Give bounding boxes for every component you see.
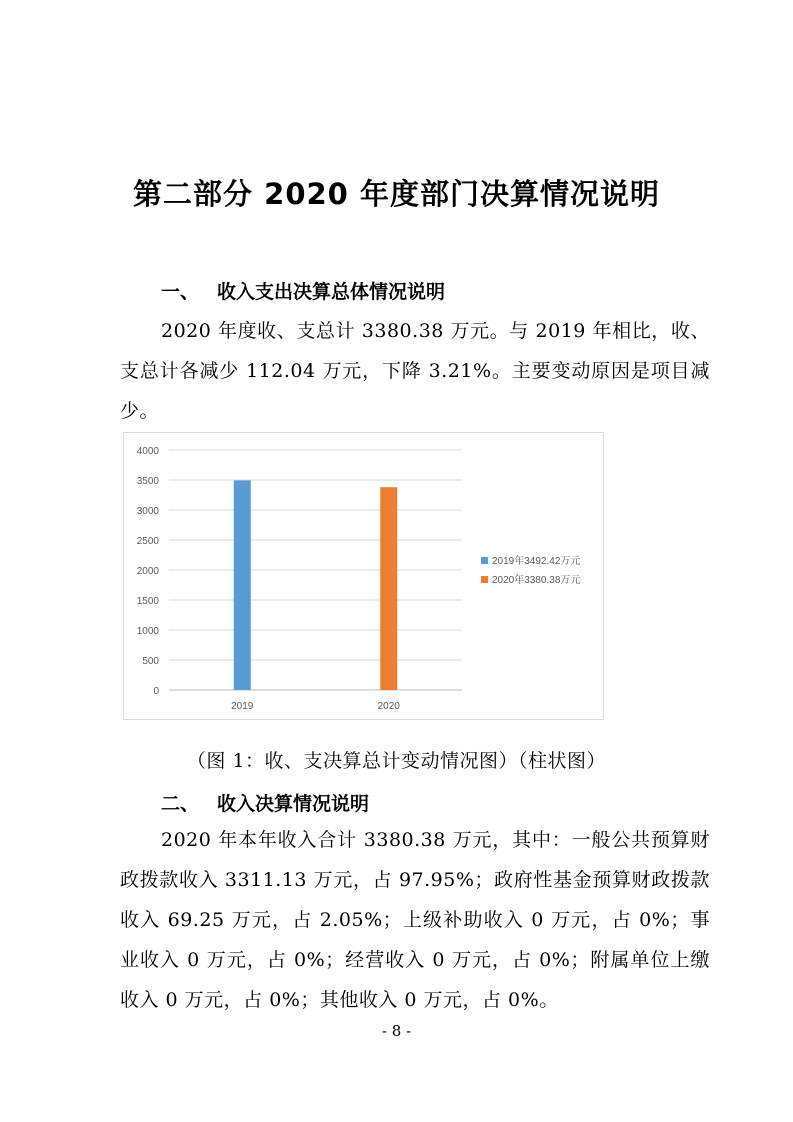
section-1-number: 一、: [161, 281, 200, 303]
y-tick-label: 2000: [136, 566, 159, 577]
y-tick-label: 3500: [136, 476, 159, 487]
legend-swatch: [481, 576, 488, 583]
y-tick-label: 0: [153, 686, 159, 697]
legend-label: 2020年3380.38万元: [492, 575, 581, 586]
section-2-heading: [161, 789, 369, 816]
bar-2020: [380, 487, 397, 690]
section-1-paragraph: 2020 年度收、支总计 3380.38 万元。与 2019 年相比，收、支总计各减少 112.04 万元，下降 3.21%。主要变动原因是项目减少。: [120, 320, 710, 422]
page-title: 第二部分 2020 年度部门决算情况说明: [133, 177, 660, 211]
y-tick-label: 500: [142, 656, 159, 667]
legend-swatch: [481, 557, 488, 564]
x-tick-label: 2020: [377, 701, 400, 712]
figure-caption: （图 1：收、支决算总计变动情况图）（柱状图）: [186, 750, 607, 772]
y-tick-label: 4000: [136, 446, 159, 457]
y-tick-label: 1500: [136, 596, 159, 607]
y-tick-label: 1000: [136, 626, 159, 637]
bar-2019: [234, 480, 251, 690]
page-number: - 8 -: [381, 1022, 412, 1040]
legend-label: 2019年3492.42万元: [492, 556, 581, 567]
section-2-heading-text: 收入决算情况说明: [217, 793, 370, 815]
y-tick-label: 2500: [136, 536, 159, 547]
bar-chart: [123, 432, 604, 720]
section-2-paragraph: 2020 年本年收入合计 3380.38 万元，其中：一般公共预算财政拨款收入 3311.13 万元，占 97.95%；政府性基金预算财政拨款收入 69.25 万元，占 2.05%；上级补助收入 0 万元，占 0%；事业收入 0 万元，占 0%；经营收入 0 万元，占 0%；附属单位上缴收入 0 万元，占 0%；其他收入 0 万元，占 0%。: [120, 829, 710, 1011]
y-tick-label: 3000: [136, 506, 159, 517]
section-1-heading: [161, 277, 445, 304]
x-tick-label: 2019: [231, 701, 254, 712]
section-1-heading-text: 收入支出决算总体情况说明: [217, 281, 446, 303]
section-2-number: 二、: [161, 793, 200, 815]
bar-chart-svg: [124, 433, 605, 721]
